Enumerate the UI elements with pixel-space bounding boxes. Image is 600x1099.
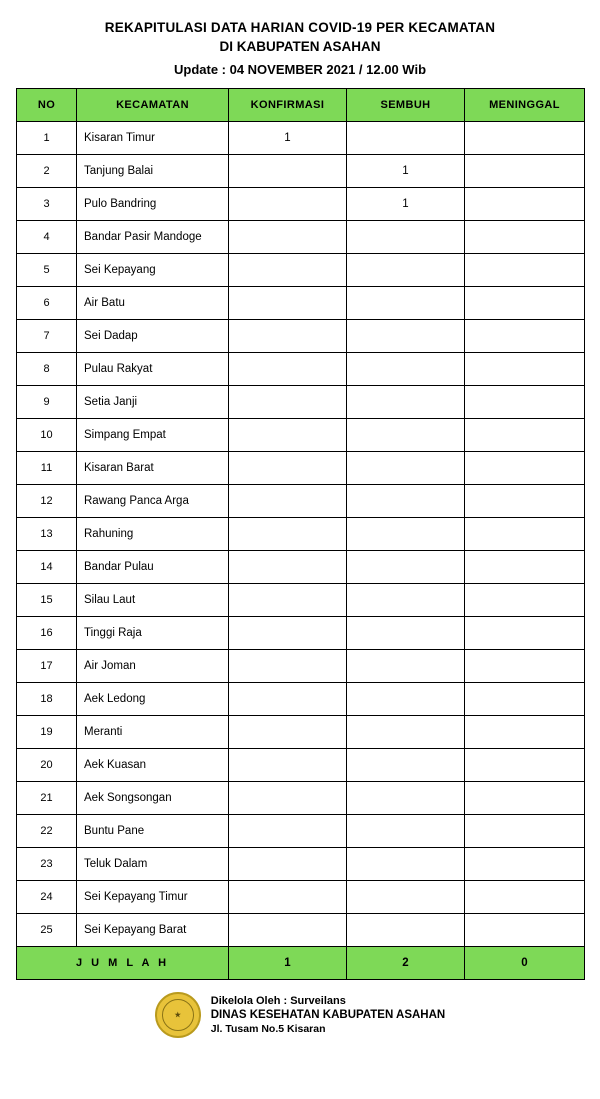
cell-meninggal: [465, 155, 585, 188]
table-row: [17, 848, 585, 881]
cell-sembuh: [347, 452, 465, 485]
cell-no: 12: [17, 485, 77, 518]
cell-no: 8: [17, 353, 77, 386]
cell-no: 25: [17, 914, 77, 947]
cell-no: 1: [17, 122, 77, 155]
cell-meninggal: [465, 584, 585, 617]
cell-sembuh: [347, 287, 465, 320]
cell-no: 7: [17, 320, 77, 353]
table-row: [17, 287, 585, 320]
cell-sembuh: [347, 815, 465, 848]
cell-kecamatan: Aek Songsongan: [77, 782, 229, 815]
cell-sembuh: [347, 122, 465, 155]
cell-meninggal: [465, 551, 585, 584]
table-row: [17, 419, 585, 452]
cell-sembuh: [347, 650, 465, 683]
table-row: [17, 221, 585, 254]
cell-no: 10: [17, 419, 77, 452]
cell-sembuh: [347, 419, 465, 452]
cell-meninggal: [465, 122, 585, 155]
cell-kecamatan: Simpang Empat: [77, 419, 229, 452]
cell-meninggal: [465, 617, 585, 650]
cell-meninggal: [465, 815, 585, 848]
table-row: [17, 617, 585, 650]
cell-no: 14: [17, 551, 77, 584]
table-body: [17, 122, 585, 947]
footer-address: Jl. Tusam No.5 Kisaran: [210, 1023, 326, 1035]
table-row: [17, 914, 585, 947]
cell-no: 17: [17, 650, 77, 683]
recap-table: [16, 88, 585, 980]
cell-kecamatan: Meranti: [77, 716, 229, 749]
cell-sembuh: [347, 782, 465, 815]
table-row: [17, 584, 585, 617]
column-header-no: NO: [17, 89, 77, 122]
footer-text-block: [211, 994, 445, 1036]
cell-konfirmasi: [229, 617, 347, 650]
table-row: [17, 650, 585, 683]
cell-sembuh: [347, 749, 465, 782]
cell-no: 13: [17, 518, 77, 551]
cell-sembuh: [347, 848, 465, 881]
page-title-line-1: REKAPITULASI DATA HARIAN COVID-19 PER KECAMATAN: [104, 20, 496, 35]
table-row: [17, 881, 585, 914]
cell-kecamatan: Air Joman: [77, 650, 229, 683]
cell-konfirmasi: [229, 419, 347, 452]
table-row: [17, 188, 585, 221]
cell-sembuh: [347, 386, 465, 419]
cell-konfirmasi: [229, 782, 347, 815]
cell-konfirmasi: [229, 485, 347, 518]
cell-sembuh: [347, 254, 465, 287]
cell-kecamatan: Teluk Dalam: [77, 848, 229, 881]
cell-konfirmasi: [229, 716, 347, 749]
table-row: [17, 716, 585, 749]
cell-meninggal: [465, 848, 585, 881]
cell-no: 11: [17, 452, 77, 485]
column-header-konfirmasi: KONFIRMASI: [229, 89, 347, 122]
update-timestamp: Update : 04 NOVEMBER 2021 / 12.00 Wib: [173, 62, 427, 77]
cell-no: 24: [17, 881, 77, 914]
cell-kecamatan: Aek Ledong: [77, 683, 229, 716]
cell-meninggal: [465, 782, 585, 815]
cell-meninggal: [465, 650, 585, 683]
cell-kecamatan: Sei Kepayang Timur: [77, 881, 229, 914]
cell-konfirmasi: [229, 287, 347, 320]
table-footer: [17, 947, 585, 980]
total-meninggal: 0: [465, 947, 585, 980]
table-header: [17, 89, 585, 122]
cell-no: 4: [17, 221, 77, 254]
cell-kecamatan: Tinggi Raja: [77, 617, 229, 650]
cell-kecamatan: Buntu Pane: [77, 815, 229, 848]
cell-no: 22: [17, 815, 77, 848]
cell-meninggal: [465, 221, 585, 254]
cell-konfirmasi: 1: [229, 122, 347, 155]
cell-kecamatan: Rawang Panca Arga: [77, 485, 229, 518]
table-row: [17, 551, 585, 584]
cell-konfirmasi: [229, 188, 347, 221]
cell-no: 9: [17, 386, 77, 419]
cell-kecamatan: Sei Kepayang Barat: [77, 914, 229, 947]
table-row: [17, 122, 585, 155]
cell-sembuh: [347, 914, 465, 947]
cell-meninggal: [465, 749, 585, 782]
cell-no: 15: [17, 584, 77, 617]
cell-konfirmasi: [229, 650, 347, 683]
cell-kecamatan: Rahuning: [77, 518, 229, 551]
cell-konfirmasi: [229, 353, 347, 386]
table-row: [17, 782, 585, 815]
cell-no: 20: [17, 749, 77, 782]
total-label: J U M L A H: [17, 947, 229, 980]
cell-kecamatan: Setia Janji: [77, 386, 229, 419]
cell-konfirmasi: [229, 518, 347, 551]
cell-meninggal: [465, 353, 585, 386]
cell-sembuh: [347, 353, 465, 386]
cell-kecamatan: Kisaran Timur: [77, 122, 229, 155]
cell-no: 16: [17, 617, 77, 650]
cell-sembuh: [347, 617, 465, 650]
document-header: [16, 18, 584, 78]
table-row: [17, 452, 585, 485]
table-row: [17, 353, 585, 386]
page-title-line-2: DI KABUPATEN ASAHAN: [219, 39, 381, 54]
total-sembuh: 2: [347, 947, 465, 980]
cell-no: 5: [17, 254, 77, 287]
cell-konfirmasi: [229, 254, 347, 287]
cell-konfirmasi: [229, 848, 347, 881]
cell-konfirmasi: [229, 815, 347, 848]
footer-managed-by: Dikelola Oleh : Surveilans: [210, 995, 346, 1007]
column-header-sembuh: SEMBUH: [347, 89, 465, 122]
table-row: [17, 683, 585, 716]
cell-no: 2: [17, 155, 77, 188]
cell-konfirmasi: [229, 881, 347, 914]
cell-sembuh: 1: [347, 188, 465, 221]
column-header-kecamatan: KECAMATAN: [77, 89, 229, 122]
cell-konfirmasi: [229, 221, 347, 254]
cell-konfirmasi: [229, 584, 347, 617]
table-row: [17, 749, 585, 782]
cell-meninggal: [465, 716, 585, 749]
cell-sembuh: [347, 485, 465, 518]
cell-meninggal: [465, 320, 585, 353]
cell-meninggal: [465, 881, 585, 914]
cell-meninggal: [465, 914, 585, 947]
cell-kecamatan: Silau Laut: [77, 584, 229, 617]
cell-no: 21: [17, 782, 77, 815]
logo-inner-ring: ★: [162, 999, 194, 1031]
cell-meninggal: [465, 386, 585, 419]
cell-meninggal: [465, 485, 585, 518]
cell-no: 3: [17, 188, 77, 221]
asahan-seal-logo-icon: [155, 992, 201, 1038]
cell-no: 18: [17, 683, 77, 716]
table-row: [17, 386, 585, 419]
table-row: [17, 518, 585, 551]
cell-konfirmasi: [229, 386, 347, 419]
cell-sembuh: 1: [347, 155, 465, 188]
column-header-meninggal: MENINGGAL: [465, 89, 585, 122]
cell-konfirmasi: [229, 452, 347, 485]
cell-meninggal: [465, 452, 585, 485]
cell-kecamatan: Pulau Rakyat: [77, 353, 229, 386]
cell-meninggal: [465, 518, 585, 551]
document-footer: [16, 992, 584, 1038]
cell-konfirmasi: [229, 749, 347, 782]
cell-no: 6: [17, 287, 77, 320]
cell-kecamatan: Air Batu: [77, 287, 229, 320]
cell-kecamatan: Bandar Pulau: [77, 551, 229, 584]
cell-meninggal: [465, 287, 585, 320]
cell-sembuh: [347, 320, 465, 353]
cell-konfirmasi: [229, 551, 347, 584]
cell-sembuh: [347, 221, 465, 254]
table-row: [17, 254, 585, 287]
cell-kecamatan: Sei Kepayang: [77, 254, 229, 287]
cell-meninggal: [465, 419, 585, 452]
cell-konfirmasi: [229, 320, 347, 353]
cell-konfirmasi: [229, 914, 347, 947]
cell-kecamatan: Kisaran Barat: [77, 452, 229, 485]
total-row: [17, 947, 585, 980]
cell-konfirmasi: [229, 683, 347, 716]
footer-organization: DINAS KESEHATAN KABUPATEN ASAHAN: [210, 1009, 446, 1021]
cell-meninggal: [465, 683, 585, 716]
cell-sembuh: [347, 584, 465, 617]
table-header-row: [17, 89, 585, 122]
cell-konfirmasi: [229, 155, 347, 188]
cell-kecamatan: Pulo Bandring: [77, 188, 229, 221]
cell-sembuh: [347, 716, 465, 749]
cell-meninggal: [465, 188, 585, 221]
table-row: [17, 485, 585, 518]
cell-sembuh: [347, 683, 465, 716]
cell-meninggal: [465, 254, 585, 287]
cell-sembuh: [347, 518, 465, 551]
cell-kecamatan: Tanjung Balai: [77, 155, 229, 188]
table-row: [17, 815, 585, 848]
cell-sembuh: [347, 551, 465, 584]
cell-no: 23: [17, 848, 77, 881]
cell-kecamatan: Bandar Pasir Mandoge: [77, 221, 229, 254]
table-row: [17, 320, 585, 353]
total-konfirmasi: 1: [229, 947, 347, 980]
cell-kecamatan: Sei Dadap: [77, 320, 229, 353]
cell-no: 19: [17, 716, 77, 749]
cell-kecamatan: Aek Kuasan: [77, 749, 229, 782]
cell-sembuh: [347, 881, 465, 914]
table-row: [17, 155, 585, 188]
